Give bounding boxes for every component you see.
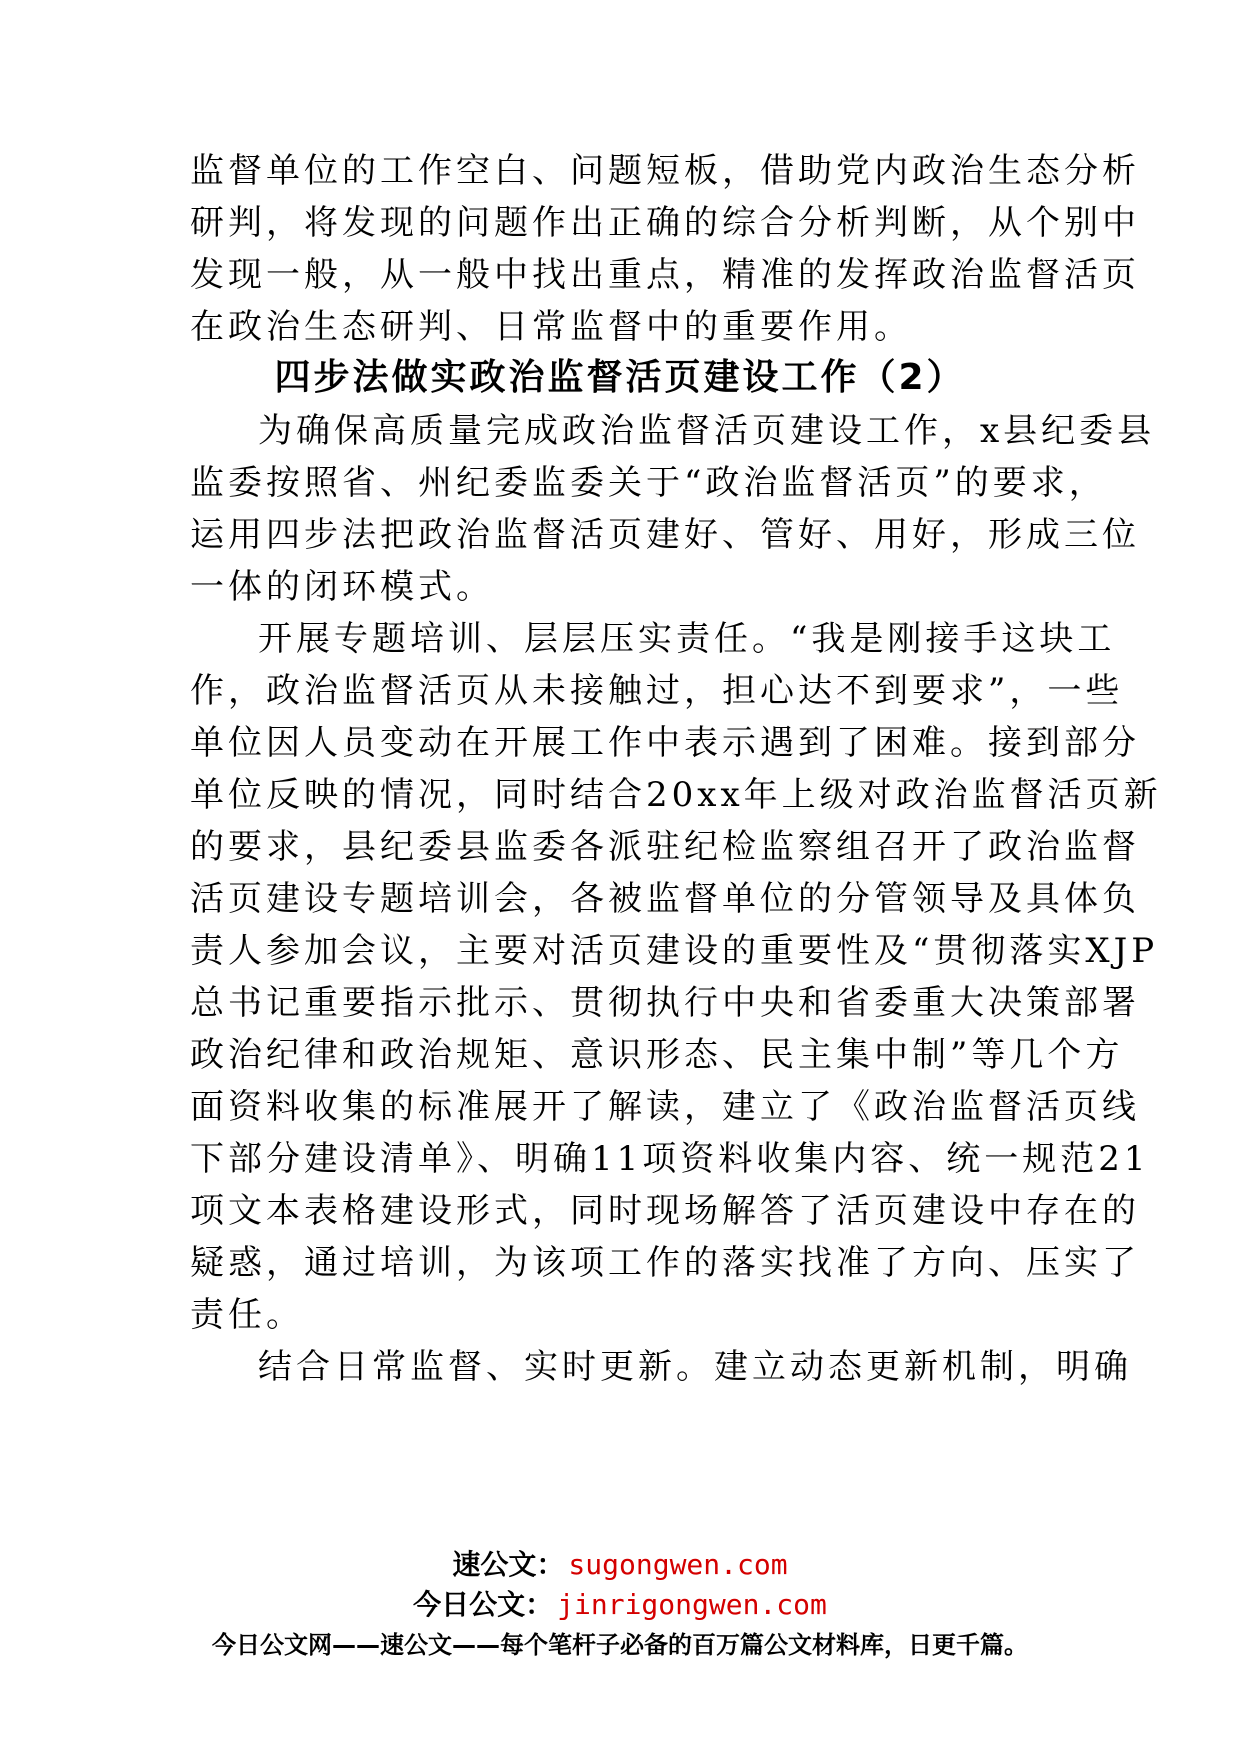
text-line: 单位因人员变动在开展工作中表示遇到了困难。接到部分: [190, 723, 1140, 763]
text-line: 作，政治监督活页从未接触过，担心达不到要求”，一些: [190, 671, 1124, 711]
text-line: 项文本表格建设形式，同时现场解答了活页建设中存在的: [190, 1191, 1140, 1231]
text-line: 监督单位的工作空白、问题短板，借助党内政治生态分析: [190, 151, 1140, 191]
text-line: 总书记重要指示批示、贯彻执行中央和省委重大决策部署: [190, 983, 1140, 1023]
text-line: 疑惑，通过培训，为该项工作的落实找准了方向、压实了: [190, 1243, 1140, 1283]
text-line: 结合日常监督、实时更新。建立动态更新机制，明确: [258, 1347, 1132, 1387]
text-line: 政治纪律和政治规矩、意识形态、民主集中制”等几个方: [190, 1035, 1124, 1075]
text-line: 单位反映的情况，同时结合20xx年上级对政治监督活页新: [190, 775, 1162, 815]
text-line: 为确保高质量完成政治监督活页建设工作，x县纪委县: [258, 411, 1156, 451]
footer-site-1: [0, 1548, 1240, 1582]
footer-link-1[interactable]: sugongwen.com: [568, 1548, 788, 1581]
text-line: 责人参加会议，主要对活页建设的重要性及“贯彻落实XJP: [190, 931, 1159, 971]
text-line: 发现一般，从一般中找出重点，精准的发挥政治监督活页: [190, 255, 1140, 295]
text-line: 研判，将发现的问题作出正确的综合分析判断，从个别中: [190, 203, 1140, 243]
text-line: 责任。: [190, 1295, 304, 1335]
text-line: 一体的闭环模式。: [190, 567, 494, 607]
footer-link-2[interactable]: jinrigongwen.com: [557, 1588, 827, 1621]
text-line: 面资料收集的标准展开了解读，建立了《政治监督活页线: [190, 1087, 1140, 1127]
text-line: 下部分建设清单》、明确11项资料收集内容、统一规范21: [190, 1139, 1150, 1179]
footer-slogan: 今日公文网——速公文——每个笔杆子必备的百万篇公文材料库，日更千篇。: [212, 1631, 1028, 1659]
text-line: 在政治生态研判、日常监督中的重要作用。: [190, 307, 912, 347]
text-line: 监委按照省、州纪委监委关于“政治监督活页”的要求，: [190, 463, 1107, 503]
footer-label-2: 今日公文：: [413, 1588, 554, 1621]
text-line: 开展专题培训、层层压实责任。“我是刚接手这块工: [258, 619, 1116, 659]
article-title: 四步法做实政治监督活页建设工作（2）: [274, 357, 966, 398]
text-line: 活页建设专题培训会，各被监督单位的分管领导及具体负: [190, 879, 1140, 919]
text-line: 的要求，县纪委县监委各派驻纪检监察组召开了政治监督: [190, 827, 1140, 867]
footer-label-1: 速公文：: [452, 1548, 565, 1581]
footer-site-2: [0, 1588, 1240, 1622]
text-line: 运用四步法把政治监督活页建好、管好、用好，形成三位: [190, 515, 1140, 555]
